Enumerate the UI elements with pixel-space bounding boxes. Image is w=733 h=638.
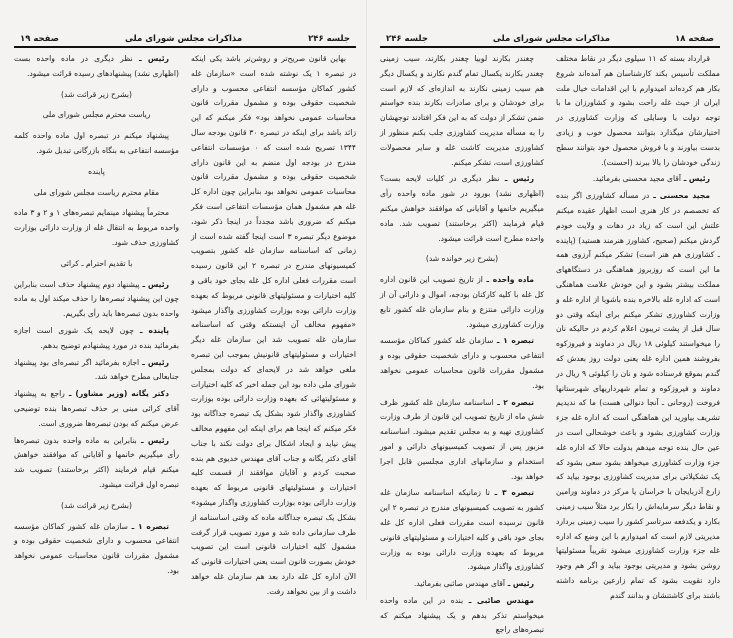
paragraph xyxy=(556,172,720,187)
paragraph-text: بهاین قانون صریح‌تر و روشن‌تر باشد یکی اینکه در تبصره ۱ یک نوشته شده است «سازمان غله کشور کماکان مؤسسه انتفاعی محسوب و دارای شخصیت حقوقی بوده و مشمول مقررات قانون محاسبات عمومی نخواهد بود» فکر میکنم که این زائد باشد برای اینکه در تبصره ۳۰ قانون بودجه سال ۱۳۴۴ تصریح شده است که ۰ مؤسسات انتفاعی مندرج در بودجه اول منضم به این قانون دارای شخصیت حقوقی بوده و مشمول مقررات قانون محاسبات عمومی نخواهد بود بنابراین چون اداره کل غله هم مشمول همان مؤسسات انتفاعی است فکر میکنم که ضروری باشد مجدداً در اینجا ذکر شود، موضوع دیگر تبصره ۳ است اینجا گفته شده است از زمانی که اساسنامه سازمان غله کشور بتصویب کمیسیونهای مندرج در تبصره ۲ این قانون رسیده است مقررات فعلی اداره کل غله بجای خود باقی و کلیه اختیارات و مسئولیتهای قانونی مربوط که بعهده وزارت دارائی بوده بوزارت کشاورزی واگذار میشود «مفهوم مخالف آن اینستکه وقتی که اساسنامه سازمان غله تصویب شد این سازمان غله دیگر اختیارات و مسئولیتهای قانونیش بموجب این تبصره ملغی خواهد شد در لایحه‌ای که دولت بمجلس شورای ملی داده بود این جمله اخیر که کلیه اختیارات و مسئولیتهائی که بعهده وزارت دارائی بوده بوزارت کشاورزی واگذار شود بشکل یک تبصره جداگانه بود فکر میکنم که اینجا هم برای اینکه این مفهوم مخالف پیش نیاید و ایجاد اشکال برای دولت نکند با جناب آقای دکتر یگانه و جناب آقای مهندس خدیوی هم بنده صحبت کردم و آقایان موافقند از قسمت کلیه اختیارات و مسئولیتهای قانونی مربوط که بعهده وزارت دارائی بوده بوزارت کشاورزی واگذار میشود» بشکل یک تبصره جداگانه ماده که وقتی اساسنامه از طرف سازمانی داده شد و مورد تصویب قرار گرفت مشمول کلیه اختیارات قانونی است این تصویب خودش بصورت قانون است یعنی اختیارات قانونی که الآن اداره کل غله دارد بعد هم سازمان غله خواهد داشت و از بین نخواهد رفت. xyxy=(191,54,357,596)
paragraph-text: قرارداد بسته که ۱۱ سیلوی دیگر در نقاط مختلف مملکت تأسیس بکند کارشناسان هم آمده‌اند شروع بکار هم کرده‌اند امیدوارم با این اقدامات خیال ملت ایران از حیث غله راحت بشود و کشاورزان ما با توجه دولت با وسایلی که وزارت کشاورزی در اختیارشان میگذارد بتوانند محصول خوب و زیادی بدست بیاورند و با فروش محصول خود بتوانند سطح زندگی خودشان را بالا ببرند (احسنت). xyxy=(556,54,720,167)
speaker-label: تبصره ۳ ـ xyxy=(489,488,534,498)
paragraph xyxy=(14,434,179,493)
paragraph-text: پیشنهاد دوم پیشنهاد حذف است بنابراین چون این پیشنهاد تبصره‌ها را حذف میکند اول به ماده واحده بدون تبصره‌ها باید رأی بگیریم. xyxy=(14,279,179,319)
paragraph xyxy=(14,324,179,354)
paragraph xyxy=(556,52,720,170)
paragraph xyxy=(380,273,544,332)
left-page-number: صفحه ۱۹ xyxy=(20,34,59,44)
paragraph-text: سازمان غله کشور کماکان مؤسسه انتفاعی محسوب و دارای شخصیت حقوقی بوده و مشمول مقررات قانون محاسبات عمومی نخواهد بود. xyxy=(380,336,544,390)
left-page xyxy=(0,0,366,600)
paragraph xyxy=(191,52,356,599)
paragraph xyxy=(380,334,544,393)
paragraph-text: آقای مهندس صائبی بفرمائید. xyxy=(413,579,506,589)
paragraph xyxy=(380,486,544,575)
centered-note: مقام محترم ریاست مجلس شورای ملی xyxy=(33,187,160,197)
paragraph-text: اساسنامه سازمان غله کشور ظرف شش ماه از تاریخ تصویب این قانون از طرف وزارت کشاورزی تهیه و به مجلس تقدیم میشود. اساسنامه مزبور پس از تصویب کمیسیونهای دارائی و امور استخدام و سازمانهای اداری مجلسین قابل اجرا خواهد بود. xyxy=(380,397,544,481)
paragraph xyxy=(380,172,544,246)
paragraph-text: آقای مجید محسنی بفرمائید. xyxy=(592,174,682,184)
right-page-header xyxy=(380,32,720,48)
speaker-label: رئیس ـ xyxy=(136,435,169,445)
paragraph-text: چغندر بکارند لوبیا چغندر بکارند، سیب زمینی چغندر بکارند یکسال تمام گندم نکارند و یکسال دیگر هم سیب زمینی نکارند به اندازه‌ای که لازم است برای خودشان و برای صادرات بکارند بنده خواستم ضمن تشکر از دولت که به این فکر افتادند توجهشان را به مسأله مدیریت کشاورزی جلب بکنم منظور از کشاورزی مدیریت کاشت غله و سایر محصولات کشاورزی است، تشکر میکنم. xyxy=(380,54,544,167)
paragraph-text: راجع به پیشنهاد آقای کرائی مبنی بر حذف تبصره‌ها بنده توضیحی عرض میکنم که بودن تبصره‌ها ضروری است. xyxy=(14,389,179,428)
paragraph-text: اجازه بفرمائید اگر تبصره‌ای بود پیشنهاد جنابعالی مطرح خواهد شد. xyxy=(14,357,179,382)
paragraph-text: بنابراین به ماده واحده بدون تبصره‌ها رأی میگیریم خانمها و آقایانی که موافقند خواهش میکنم قیام فرمایند (اکثر برخاستند) تصویب شد تبصره اول قرائت میشود. xyxy=(14,435,179,489)
speaker-label: رئیس ـ xyxy=(139,279,169,289)
speaker-label: رئیس ـ xyxy=(499,174,534,184)
centered-note: (بشرح زیر قرائت شد) xyxy=(61,500,132,510)
paragraph xyxy=(14,206,179,250)
speaker-label: دکتر یگانه (وزیر مشاور) ـ xyxy=(64,389,169,399)
speaker-label: مجید محسنی ـ xyxy=(649,191,710,201)
centered-note: (بشرح زیر قرائت شد) xyxy=(61,89,132,99)
speaker-label: رئیس ـ xyxy=(139,357,169,367)
centered-note: ریاست محترم مجلس شورای ملی xyxy=(42,110,151,120)
right-page-right-column xyxy=(556,52,720,600)
paragraph-text: محترماً پیشنهاد مینمایم تبصره‌های ۱ و ۲ و ۳ ماده واحده مربوط به انتقال غله از وزارت دارائی بوزارت کشاورزی حذف شود. xyxy=(14,208,179,247)
left-header-title: مذاکرات مجلس شورای ملی xyxy=(124,34,243,44)
left-session-number: جلسه ۲۴۶ xyxy=(308,34,350,44)
paragraph-text: از تاریخ تصویب این قانون اداره کل غله با کلیه کارکنان بودجه، اموال و دارائی آن از وزارت دارائی منتزع و بنام سازمان غله کشور تابع وزارت کشاورزی میشود. xyxy=(380,275,544,329)
left-page-left-column xyxy=(14,52,179,600)
paragraph xyxy=(14,52,179,82)
paragraph xyxy=(380,52,544,170)
right-header-title: مذاکرات مجلس شورای ملی xyxy=(492,34,611,44)
paragraph-text: سازمان غله کشور کماکان مؤسسه انتفاعی محسوب و دارای شخصیت حقوقی بوده و مشمول مقررات قانون محاسبات عمومی نخواهد بود. xyxy=(14,521,179,575)
speaker-label: رئیس ـ xyxy=(505,579,534,589)
paragraph-text: چون لایحه یک شوری است اجازه بفرمائید بنده در مورد پیشنهادم توضیح بدهم. xyxy=(14,325,179,350)
centered-note: (بشرح زیر خوانده شد) xyxy=(425,254,499,264)
paragraph-text: تا زمانیکه اساسنامه سازمان غله کشور به تصویب کمیسیونهای مندرج در تبصره ۲ این قانون نرسیده است مقررات فعلی اداره کل غله بجای خود باقی و کلیه اختیارات و مسئولیتهای قانونی مربوط که بعهده وزارت دارائی بوده به وزارت کشاورزی واگذار میشود. xyxy=(380,488,545,572)
centered-note: با تقدیم احترام ـ کرائی xyxy=(60,258,133,268)
paragraph xyxy=(14,129,179,159)
paragraph xyxy=(14,387,179,431)
left-page-right-column xyxy=(191,52,356,600)
paragraph-text: بنده در این ماده واحده میخواستم تذکر بدهم و یک پیشنهاد میکنم که تبصره‌های راجع xyxy=(380,595,544,635)
paragraph xyxy=(14,278,179,322)
speaker-label: رئیس ـ xyxy=(681,174,710,184)
speaker-label: ماده واحده ـ xyxy=(482,275,534,285)
speaker-label: تبصره ۱ ـ xyxy=(127,521,169,531)
paragraph-text: در مسأله کشاورزی اگر بنده که تخصصم در کار هنری است اظهار عقیده میکنم علتش این است که زیاد در دهات و ولایت خودم گردش میکنم (صحیح، کشاورز هنرمند هستید) (پاینده ـ کشاورزی هم هنر است) تشکر میکنم آرزوی همه ما این است که روزبروز هماهنگی در دستگاههای مملکت بیشتر بشود و این خودش علامت هماهنگی است که اداره غله بالاخره بنده باشوبا از اداره غله و وزارت کشاورزی تشکر میکنم برای اینکه وقتی دو سال قبل از پشت تریبون اعلام کردم در حالیکه نان را میخواستند کیلوئی ۱۸ ریال در دماوند و فیروزکوه بفروشند همین اداره غله یعنی دولت روز بعدش که گندم بموقع فرستاده شود و نان را کیلوئی ۹ ریال در دماوند و فیروزکوه و تمام شهرداریهای شهرستانها فروخت (روحانی ـ آنجا دنوالی هست) ما که ندیدیم تشریف بیاورید این هماهنگی است که اداره غله جزء وزارت کشاورزی بشود و باعث خوشحالی است در عین حال بنده توجه میدهم بدولت حالا که اداره غله جزء وزارت کشاورزی میخواهد بشود سعی بشود که یک تشکیلاتی برای مدیریت کشاورزی بوجود بیاید که زارع آذربایجان با خراسان یا مرکز در دماوند ورامین و نقاط دیگر سرمایه‌اش را بکار برد مثلاً سیب زمینی بکارد و یکدفعه سرتاسر کشور را سیب زمینی بردارد مدیریتی لازم است که امیدوارم با این وضع که اداره غله جزء وزارت کشاورزی میشود تقریباً مسئولیتها روشن بشود و مدیریتی بوجود بیاید و اگر هم وجود دارد تقویت بشود که تمام زارعین برنامه داشته باشند برای کاشتنشان و بدانند گندم xyxy=(556,191,721,600)
paragraph xyxy=(14,356,179,386)
right-page xyxy=(366,0,732,635)
paragraph xyxy=(380,577,544,592)
centered-note: پاینده xyxy=(88,166,105,176)
paragraph-text: نظر دیگری در ماده واحده بست (اظهاری نشد) پیشنهادهای رسیده قرائت میشود. xyxy=(14,54,179,78)
paragraph-text: پیشنهاد میکنم در تبصره اول ماده واحده کلمه مؤسسه انتفاعی به بنگاه بازرگانی تبدیل شود. xyxy=(14,131,179,155)
paragraph xyxy=(380,396,544,485)
paragraph xyxy=(14,520,179,579)
right-page-columns xyxy=(380,52,721,635)
left-page-header xyxy=(14,32,356,48)
right-session-number: جلسه ۲۴۶ xyxy=(386,34,428,44)
speaker-label: تبصره ۱ ـ xyxy=(493,336,534,346)
paragraph-text: نظر دیگری در کلیات لایحه بست؟ (اظهاری نشد) بورود در شور ماده واحده رأی میگیریم خانمها و آقایانی که موافقند خواهش میکنم قیام فرمایند (اکثر برخاستند) تصویب شد. ماده واحده مطرح است قرائت میشود. xyxy=(380,174,544,243)
speaker-label: پاینده ـ xyxy=(133,325,169,335)
speaker-label: مهندس صائبی ـ xyxy=(463,595,534,605)
left-page-columns xyxy=(14,52,356,600)
paragraph xyxy=(556,189,720,603)
right-page-left-column xyxy=(380,52,545,635)
right-page-number: صفحه ۱۸ xyxy=(675,34,714,44)
paragraph xyxy=(380,594,544,638)
speaker-label: تبصره ۲ ـ xyxy=(493,397,534,407)
speaker-label: رئیس ـ xyxy=(132,54,169,63)
